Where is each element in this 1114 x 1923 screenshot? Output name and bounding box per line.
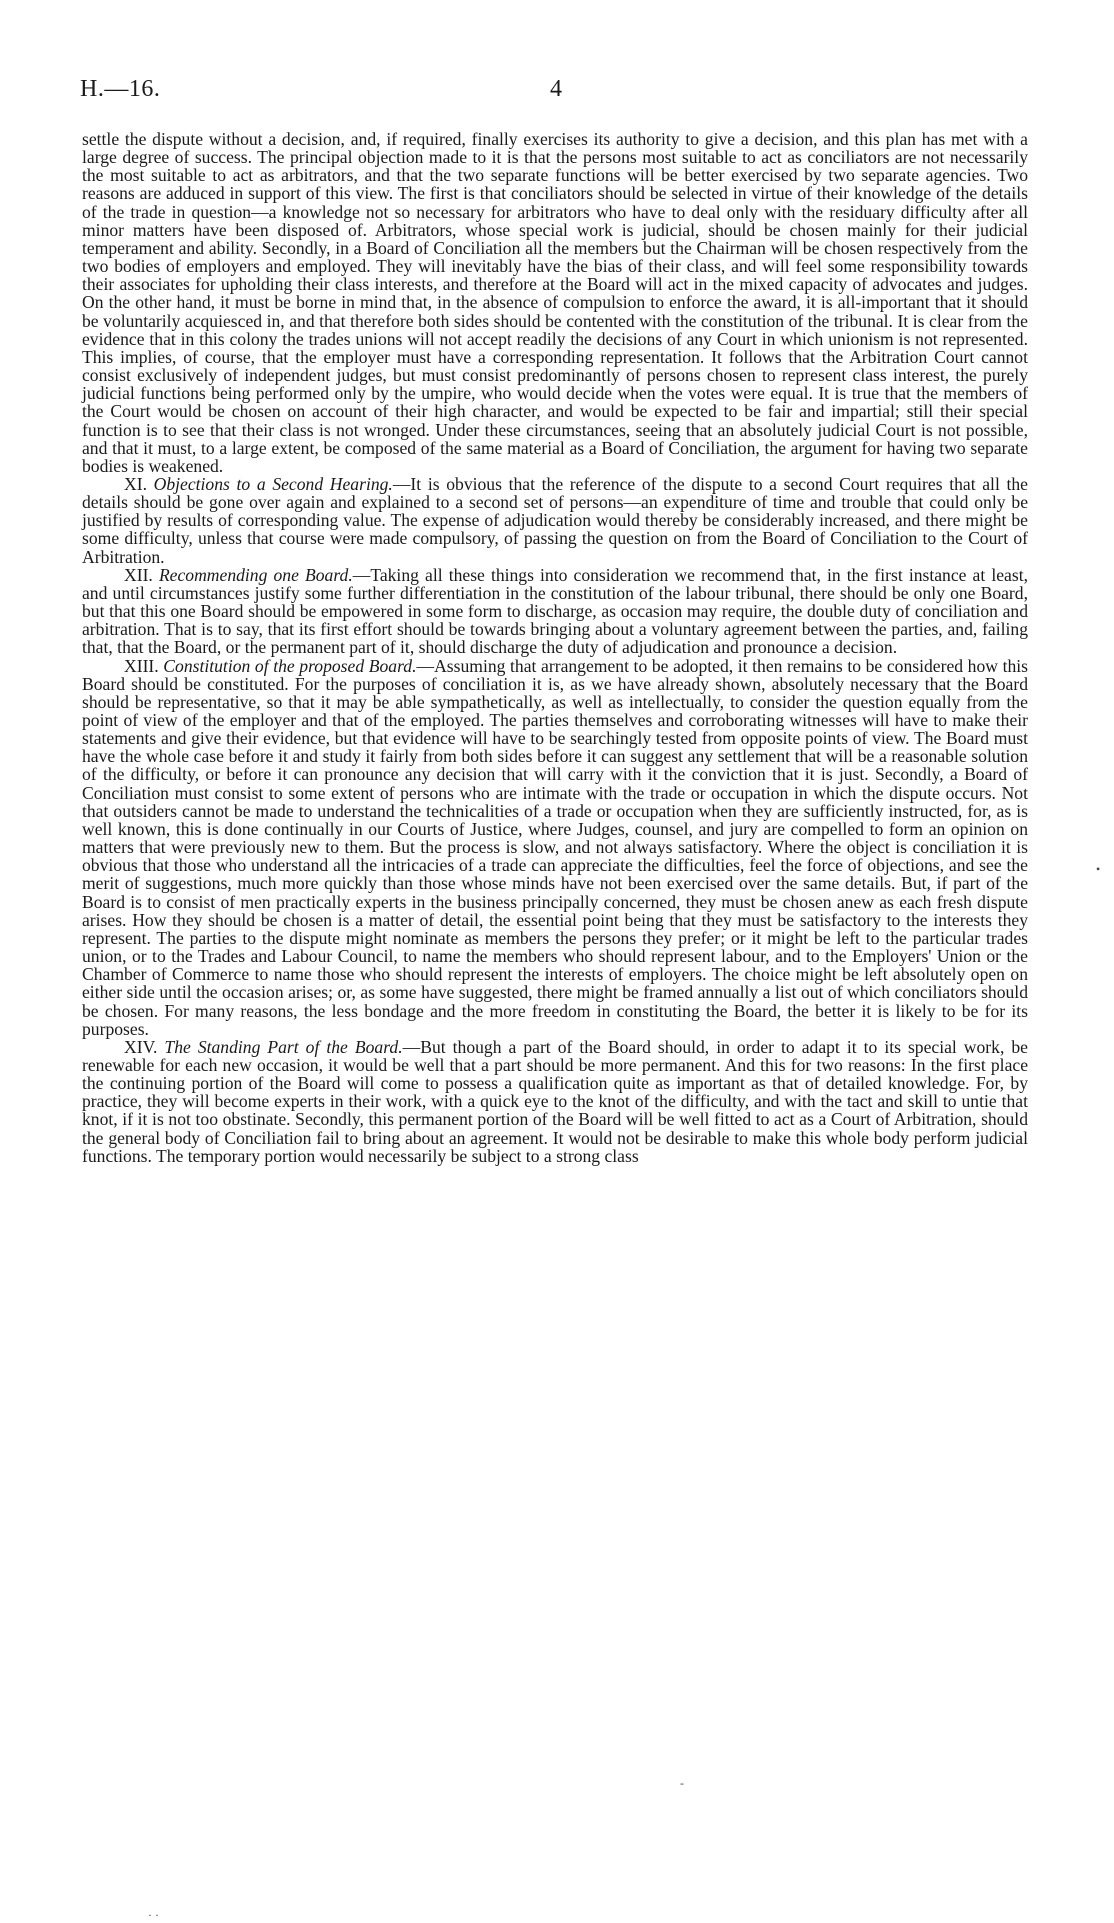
section-xiii: [82, 657, 1028, 1038]
section-text: —Taking all these things into consideration we recommend that, in the first instance at least, and until circumstances justify some further differentiation in the constitution of the labour tribunal, there should be only one Board, but that this one Board should be empowered in some form to discharge, as occasion may require, the double duty of conciliation and arbitration. That is to say, that its first effort should be towards bringing about a voluntary agreement between the parties, and, failing that, that the Board, or the permanent part of it, should discharge the duty of adjudication and pronounce a decision.: [82, 564, 1028, 658]
paragraph-continuation: [82, 130, 1028, 475]
page-number: 4: [550, 76, 562, 102]
section-number: XI.: [124, 473, 147, 494]
body-text: [82, 130, 1028, 1165]
paragraph-text: settle the dispute without a decision, and, if required, finally exercises its authority to give a decision, and this plan has met with a large degree of success. The principal objection made to it is that the persons most suitable to act as conciliators are not necessarily the most suitable to act as arbitrators, and that the two separate functions will be better exercised by two separate agencies. Two reasons are adduced in support of this view. The first is that conciliators should be selected in virtue of their knowledge of the details of the trade in question—a knowledge not so necessary for arbitrators who have to deal only with the residuary difficulty after all minor matters have been disposed of. Arbitrators, whose special work is judicial, should be chosen mainly for their judicial temperament and ability. Secondly, in a Board of Conciliation all the members but the Chairman will be chosen respectively from the two bodies of employers and employed. They will inevitably have the bias of their class, and will feel some responsibility towards their associates for upholding their class interests, and therefore at the Board will act in the mixed capacity of advocates and judges. On the other hand, it must be borne in mind that, in the absence of compulsion to enforce the award, it is all-important that it should be voluntarily acquiesced in, and that therefore both sides should be contented with the constitution of the tribunal. It is clear from the evidence that in this colony the trades unions will not accept readily the decisions of any Court in which unionism is not represented. This implies, of course, that the employer must have a corresponding representation. It follows that the Arbitration Court cannot consist exclusively of independent judges, but must consist predominantly of persons chosen to represent class interest, the purely judicial functions being performed only by the umpire, who would decide when the votes were equal. It is true that the members of the Court would be chosen on account of their high character, and would be expected to be fair and impartial; still their special function is to see that their class is not wronged. Under these circumstances, seeing that an absolutely judicial Court is not possible, and that it must, to a large extent, be composed of the same material as a Board of Conciliation, the argument for having two separate bodies is weakened.: [82, 129, 1028, 476]
section-text: —But though a part of the Board should, in order to adapt it to its special work, be renewable for each new occasion, it would be well that a part should be more permanent. And this for two reasons: In the first place the continuing portion of the Board will come to possess a qualification quite as important as that of detailed knowledge. For, by practice, they will become experts in their work, with a quick eye to the knot of the difficulty, and with the tact and skill to untie that knot, if it is not too obstinate. Secondly, this permanent portion of the Board will be well fitted to act as a Court of Arbitration, should the general body of Conciliation fail to bring about an agreement. It would not be desirable to make this whole body perform judicial functions. The temporary portion would necessarily be subject to a strong class: [82, 1036, 1028, 1166]
section-number: XIII.: [124, 655, 159, 676]
section-heading: Constitution of the proposed Board.: [163, 655, 417, 676]
margin-speck: •: [1096, 862, 1101, 876]
section-xi: [82, 475, 1028, 566]
section-heading: The Standing Part of the Board.: [164, 1036, 403, 1057]
margin-speck: ‐: [680, 1776, 684, 1790]
section-number: XIV.: [124, 1036, 158, 1057]
document-reference: H.—16.: [80, 76, 161, 102]
margin-speck: · ·: [148, 1908, 159, 1922]
section-xii: [82, 566, 1028, 657]
section-number: XII.: [124, 564, 153, 585]
section-text: —Assuming that arrangement to be adopted, it then remains to be considered how this Board should be constituted. For the purposes of conciliation it is, as we have already shown, absolutely necessary that the Board should be representative, so that it may be able sympathetically, as well as intellectually, to consider the question equally from the point of view of the employer and that of the employed. The parties themselves and corroborating witnesses will have to make their statements and give their evidence, but that evidence will have to be searchingly tested from opposite points of view. The Board must have the whole case before it and study it fairly from both sides before it can suggest any settlement that will be a reasonable solution of the difficulty, or before it can pronounce any decision that will carry with it the conviction that it is just. Secondly, a Board of Conciliation must consist to some extent of persons who are intimate with the trade or occupation in which the dispute occurs. Not that outsiders cannot be made to understand the technicalities of a trade or occupation when they are sufficiently instructed, for, as is well known, this is done continually in our Courts of Justice, where Judges, counsel, and jury are compelled to form an opinion on matters that were previously new to them. But the process is slow, and not always satisfactory. Where the object is conciliation it is obvious that those who understand all the intricacies of a trade can appreciate the difficulties, feel the force of objections, and see the merit of suggestions, much more quickly than those whose minds have not been exercised over the same details. But, if part of the Board is to consist of men practically experts in the business principally concerned, they must be chosen anew as each fresh dispute arises. How they should be chosen is a matter of detail, the essential point being that they must be satisfactory to the interests they represent. The parties to the dispute might nominate as members the persons they prefer; or it might be left to the particular trades union, or to the Trades and Labour Council, to name the members who should represent labour, and to the Employers' Union or the Chamber of Commerce to name those who should represent the interests of employers. The choice might be left absolutely open on either side until the occasion arises; or, as some have suggested, there might be framed annually a list out of which conciliators should be chosen. For many reasons, the less bondage and the more freedom in constituting the Board, the better it is likely to be for its purposes.: [82, 655, 1028, 1039]
page-header: [80, 76, 1038, 106]
section-heading: Objections to a Second Hearing.: [153, 473, 393, 494]
section-xiv: [82, 1038, 1028, 1165]
section-text: —It is obvious that the reference of the dispute to a second Court requires that all the details should be gone over again and explained to a second set of persons—an expenditure of time and trouble that could only be justified by results of corresponding value. The expense of adjudication would thereby be considerably increased, and there might be some difficulty, unless that course were made compulsory, of passing the question on from the Board of Conciliation to the Court of Arbitration.: [82, 473, 1028, 567]
section-heading: Recommending one Board.: [158, 564, 353, 585]
